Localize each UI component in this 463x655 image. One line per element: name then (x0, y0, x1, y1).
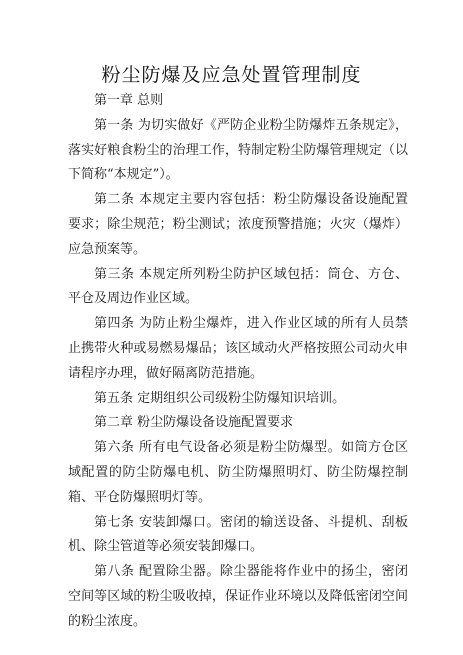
chapter-heading: 第一章 总则 (94, 93, 164, 108)
article-paragraph: 第一条 为切实做好《严防企业粉尘防爆炸五条规定》，落实好粮食粉尘的治理工作，特制定粉尘防爆管理规定（以下简称“本规定”）。 (68, 117, 408, 183)
article-paragraph: 第五条 定期组织公司级粉尘防爆知识培训。 (94, 390, 346, 406)
article-paragraph: 第四条 为防止粉尘爆炸，进入作业区域的所有人员禁止携带火种或易燃易爆品；该区域动火严格按照公司动火申请程序办理，做好隔离防范措施。 (68, 316, 408, 381)
document-body (68, 89, 408, 635)
document-title: 粉尘防爆及应急处置管理制度 (101, 64, 362, 86)
article-paragraph: 第二条 本规定主要内容包括：粉尘防爆设备设施配置要求；除尘规范；粉尘测试；浓度预警措施；火灾（爆炸）应急预案等。 (68, 192, 408, 257)
article-paragraph: 第三条 本规定所列粉尘防护区域包括：筒仓、方仓、平仓及周边作业区域。 (68, 266, 408, 307)
article-paragraph: 第七条 安装卸爆口。密闭的输送设备、斗提机、刮板机、除尘管道等必须安装卸爆口。 (68, 514, 408, 555)
article-paragraph: 第八条 配置除尘器。除尘器能将作业中的扬尘，密闭空间等区域的粉尘吸收掉，保证作业环境以及降低密闭空间的粉尘浓度。 (68, 564, 408, 629)
chapter-heading: 第二章 粉尘防爆设备设施配置要求 (94, 415, 294, 431)
article-paragraph: 第六条 所有电气设备必须是粉尘防爆型。如筒方仓区域配置的防尘防爆电机、防尘防爆照明灯、防尘防爆控制箱、平仓防爆照明灯等。 (68, 440, 408, 505)
